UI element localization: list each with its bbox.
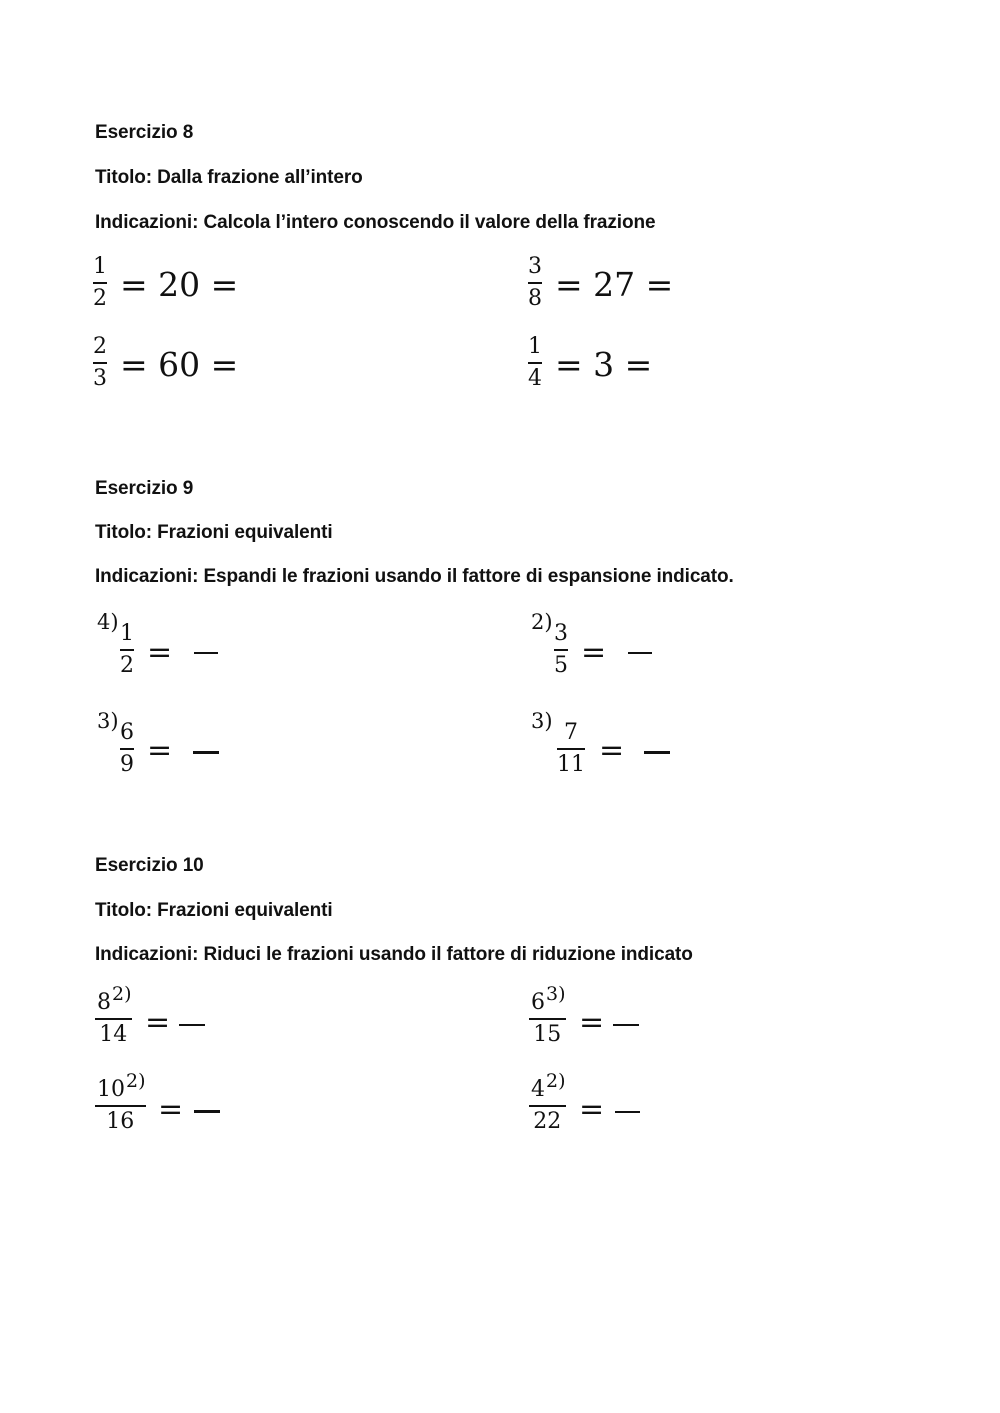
- reduction-factor: 3): [546, 983, 566, 1005]
- ex9-item-3: [97, 710, 297, 790]
- numerator: 63): [531, 983, 566, 1015]
- numerator: 1: [93, 254, 107, 279]
- equals-sign: =: [581, 635, 607, 670]
- reduction-factor: 2): [546, 1070, 566, 1092]
- ex9-item-1: [97, 611, 297, 691]
- equals-sign: =: [579, 1005, 605, 1040]
- fraction: [528, 254, 542, 312]
- answer-blank: [193, 751, 219, 754]
- ex9-item-4: [531, 710, 731, 790]
- denominator: 3: [93, 365, 107, 391]
- ex9-instructions: Indicazioni: Espandi le frazioni usando il fattore di espansione indicato.: [95, 566, 734, 587]
- answer-blank: [194, 1110, 220, 1113]
- ex8-item-2: [528, 254, 788, 318]
- fraction: [120, 720, 134, 778]
- answer-blank: [613, 1024, 639, 1026]
- equals-sign: =: [579, 1092, 605, 1127]
- fraction-bar: [529, 1018, 566, 1020]
- denominator: 22: [533, 1108, 562, 1134]
- ex8-item-3: [93, 334, 353, 398]
- fraction: [529, 983, 566, 1048]
- ex8-title: Titolo: Dalla frazione all’intero: [95, 167, 363, 188]
- equals-sign: =: [158, 1092, 184, 1127]
- ex10-title: Titolo: Frazioni equivalenti: [95, 900, 333, 921]
- ex9-title: Titolo: Frazioni equivalenti: [95, 522, 333, 543]
- numerator: 102): [97, 1070, 146, 1102]
- ex10-item-4: [529, 1070, 729, 1149]
- fraction: [120, 621, 134, 679]
- reduction-factor: 2): [112, 983, 132, 1005]
- fraction-bar: [95, 1105, 146, 1107]
- denominator: 4: [528, 365, 542, 391]
- equals-sign: =: [599, 733, 625, 768]
- fraction-bar: [93, 282, 107, 284]
- denominator: 11: [557, 751, 585, 777]
- ex8-item-4: [528, 334, 788, 398]
- answer-blank: [644, 751, 670, 754]
- fraction-bar: [528, 362, 542, 364]
- answer-blank: [628, 652, 652, 654]
- answer-blank: [194, 652, 218, 654]
- fraction: [557, 720, 585, 778]
- fraction-bar: [120, 748, 134, 750]
- equation-rest: = 60 =: [120, 345, 239, 384]
- ex10-item-1: [95, 983, 295, 1062]
- ex9-heading: Esercizio 9: [95, 478, 194, 499]
- ex10-item-2: [529, 983, 729, 1062]
- answer-blank: [179, 1024, 205, 1026]
- expansion-factor: 4): [97, 610, 119, 634]
- numerator: 3: [554, 621, 568, 646]
- fraction: [528, 334, 542, 392]
- equals-sign: =: [147, 733, 173, 768]
- ex10-heading: Esercizio 10: [95, 855, 204, 876]
- equals-sign: =: [145, 1005, 171, 1040]
- fraction: [529, 1070, 566, 1135]
- ex9-item-2: [531, 611, 731, 691]
- numerator: 7: [564, 720, 578, 745]
- equals-sign: =: [147, 635, 173, 670]
- numerator: 1: [528, 334, 542, 359]
- ex8-item-1: [93, 254, 353, 318]
- ex8-heading: Esercizio 8: [95, 122, 194, 143]
- expansion-factor: 2): [531, 610, 553, 634]
- denominator: 5: [554, 652, 568, 678]
- equation-rest: = 20 =: [120, 265, 239, 304]
- expansion-factor: 3): [531, 709, 553, 733]
- numerator: 2: [93, 334, 107, 359]
- fraction-bar: [120, 649, 134, 651]
- ex10-instructions: Indicazioni: Riduci le frazioni usando il fattore di riduzione indicato: [95, 944, 693, 965]
- equation-rest: = 3 =: [555, 345, 653, 384]
- denominator: 2: [120, 652, 134, 678]
- denominator: 2: [93, 285, 107, 311]
- reduction-factor: 2): [126, 1070, 146, 1092]
- answer-blank: [615, 1111, 640, 1113]
- fraction: [554, 621, 568, 679]
- ex8-instructions: Indicazioni: Calcola l’intero conoscendo il valore della frazione: [95, 212, 656, 233]
- fraction: [95, 1070, 146, 1135]
- fraction-bar: [529, 1105, 566, 1107]
- expansion-factor: 3): [97, 709, 119, 733]
- fraction: [93, 254, 107, 312]
- denominator: 8: [528, 285, 542, 311]
- numerator: 6: [120, 720, 134, 745]
- equation-rest: = 27 =: [555, 265, 674, 304]
- numerator: 42): [531, 1070, 566, 1102]
- fraction: [93, 334, 107, 392]
- fraction-bar: [554, 649, 568, 651]
- numerator: 82): [97, 983, 132, 1015]
- denominator: 15: [533, 1021, 562, 1047]
- fraction-bar: [557, 748, 585, 750]
- numerator: 1: [120, 621, 134, 646]
- numerator: 3: [528, 254, 542, 279]
- denominator: 14: [99, 1021, 128, 1047]
- fraction-bar: [528, 282, 542, 284]
- ex10-item-3: [95, 1070, 295, 1149]
- fraction: [95, 983, 132, 1048]
- fraction-bar: [95, 1018, 132, 1020]
- fraction-bar: [93, 362, 107, 364]
- denominator: 16: [106, 1108, 135, 1134]
- denominator: 9: [120, 751, 134, 777]
